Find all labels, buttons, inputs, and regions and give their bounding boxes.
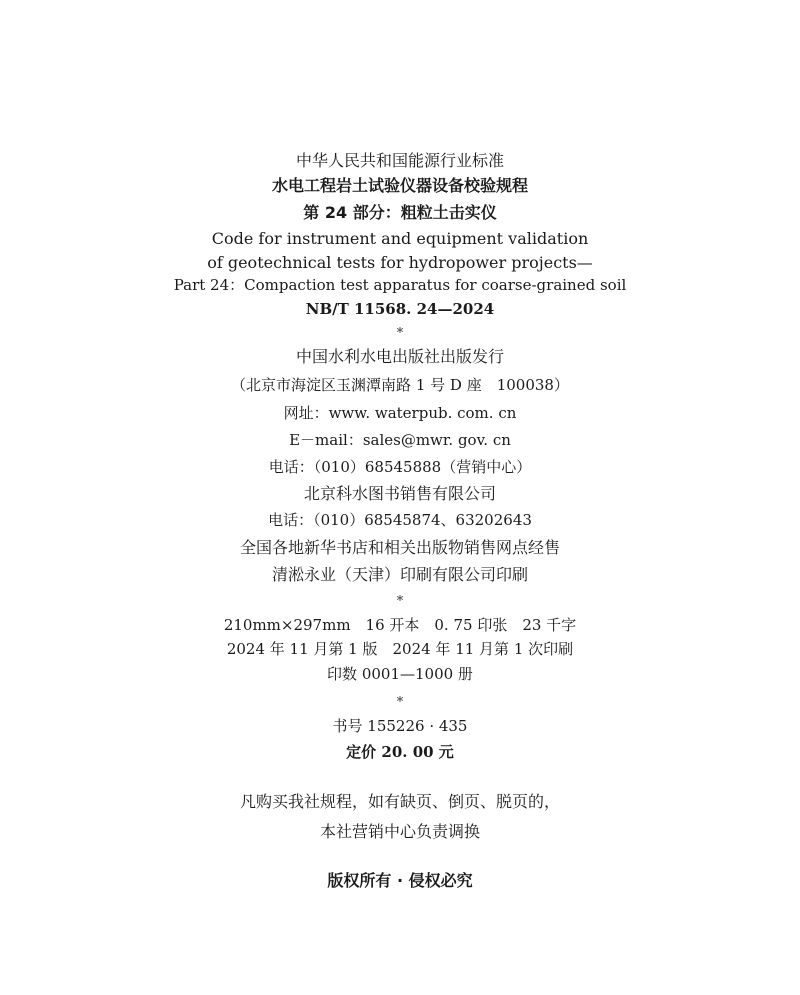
price: 定价 20. 00 元 bbox=[346, 743, 454, 761]
english-title-line-3: Part 24：Compaction test apparatus for coarse-grained soil bbox=[173, 276, 627, 294]
website: 网址：www. waterpub. com. cn bbox=[283, 404, 517, 422]
separator-star: * bbox=[396, 594, 404, 609]
return-notice-line-1: 凡购买我社规程，如有缺页、倒页、脱页的， bbox=[239, 792, 560, 811]
standard-title: 水电工程岩土试验仪器设备校验规程 bbox=[271, 176, 528, 195]
distributor-phone: 电话：（010）68545874、63202643 bbox=[268, 511, 532, 529]
distributor: 北京科水图书销售有限公司 bbox=[303, 484, 496, 503]
english-title-line-2: of geotechnical tests for hydropower projects— bbox=[207, 253, 593, 272]
separator-star: * bbox=[396, 326, 404, 341]
printer: 清淞永业（天津）印刷有限公司印刷 bbox=[271, 565, 528, 584]
sales-phone: 电话：（010）68545888（营销中心） bbox=[268, 458, 532, 476]
standard-number: NB/T 11568. 24—2024 bbox=[305, 300, 495, 318]
separator-star: * bbox=[396, 695, 404, 710]
book-specs: 210mm×297mm 16 开本 0. 75 印张 23 千字 bbox=[223, 616, 577, 634]
edition-info: 2024 年 11 月第 1 版 2024 年 11 月第 1 次印刷 bbox=[226, 640, 574, 658]
email: E－mail：sales@mwr. gov. cn bbox=[289, 431, 511, 449]
print-run: 印数 0001—1000 册 bbox=[327, 665, 473, 683]
retail-channels: 全国各地新华书店和相关出版物销售网点经售 bbox=[239, 538, 560, 557]
book-number: 书号 155226 · 435 bbox=[332, 717, 468, 735]
publisher: 中国水利水电出版社出版发行 bbox=[295, 347, 504, 366]
publisher-address: （北京市海淀区玉渊潭南路 1 号 D 座 100038） bbox=[231, 376, 569, 394]
copyright-notice: 版权所有 · 侵权必究 bbox=[327, 871, 473, 890]
english-title-line-1: Code for instrument and equipment validation bbox=[211, 229, 589, 248]
standard-type: 中华人民共和国能源行业标准 bbox=[295, 151, 504, 170]
return-notice-line-2: 本社营销中心负责调换 bbox=[319, 822, 480, 841]
standard-part: 第 24 部分：粗粒土击实仪 bbox=[303, 203, 497, 222]
